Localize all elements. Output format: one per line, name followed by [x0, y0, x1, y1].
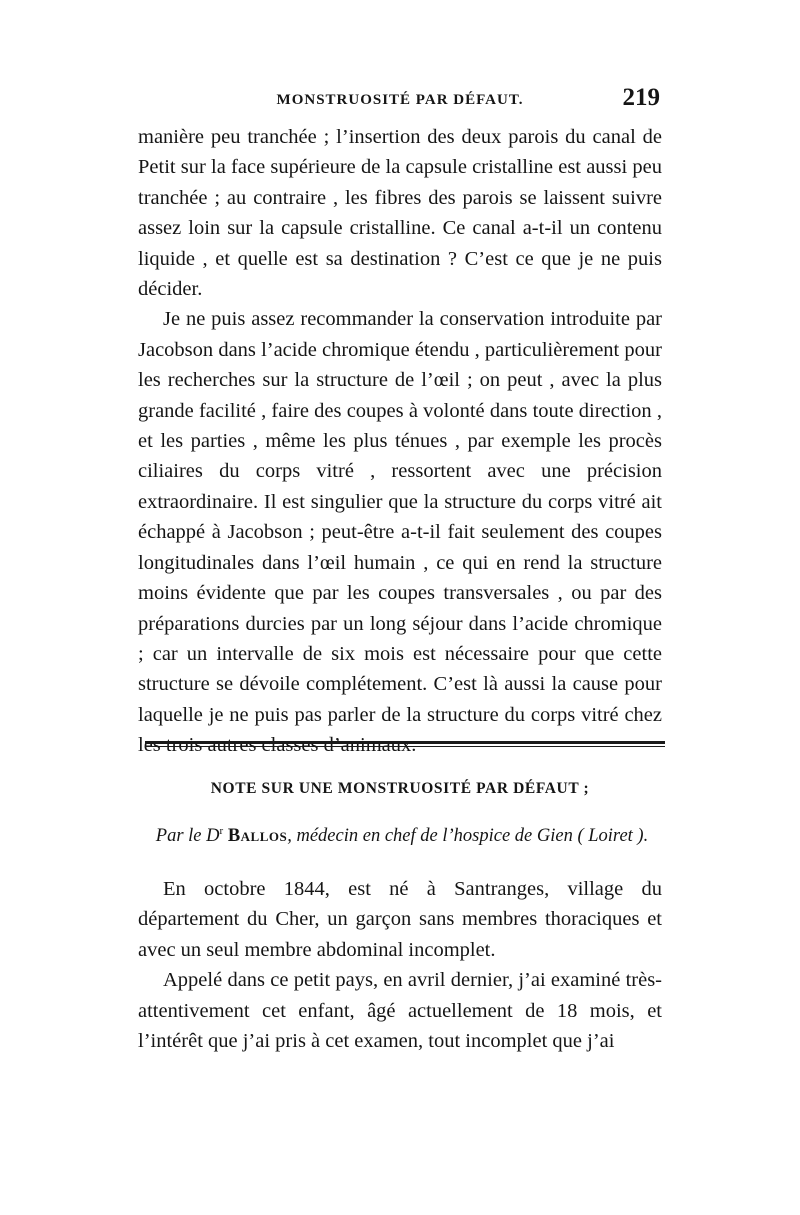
section-divider-thick: [145, 741, 665, 744]
note-title: NOTE SUR UNE MONSTRUOSITÉ PAR DÉFAUT ;: [210, 780, 590, 797]
byline-prefix: Par le D: [155, 826, 220, 847]
page-number: 219: [622, 84, 660, 111]
paragraph: Je ne puis assez recommander la conservation introduite par Jacobson dans l’acide chromique étendu , particulièrement pour les recherches sur la structure de l’œil ; on peut , avec la plus grande facilité , faire des coupes à volonté dans toute direction , et les parties , même les plus ténues , par exemple les procès ciliaires du corps vitré , ressortent avec une précision extraordinaire. Il est singulier que la structure du corps vitré ait échappé à Jacobson ; peut-être a-t-il fait seulement des coupes longitudinales dans l’œil humain , ce qui en rend la structure moins évidente que par les coupes transversales , ou par des préparations durcies par un long séjour dans l’acide chromique ; car un intervalle de six mois est nécessaire pour que cette structure se dévoile complétement. C’est là aussi la cause pour laquelle je ne puis pas parler de la structure du corps vitré chez les trois autres classes d’animaux.: [138, 308, 662, 757]
running-title: MONSTRUOSITÉ PAR DÉFAUT.: [276, 92, 524, 108]
paragraph: En octobre 1844, est né à Santranges, village du département du Cher, un garçon sans membres thoraciques et avec un seul membre abdominal incomplet.: [138, 878, 662, 961]
section-two-text: [138, 874, 662, 1056]
running-header: [140, 84, 660, 118]
byline-superscript: r: [219, 825, 224, 837]
byline-suffix: , médecin en chef de l’hospice de Gien ( Loiret ).: [287, 826, 649, 847]
paragraph: Appelé dans ce petit pays, en avril dernier, j’ai examiné très-attentivement cet enfant, âgé actuellement de 18 mois, et l’intérêt que j’ai pris à cet examen, tout incomplet que j’ai: [138, 969, 662, 1053]
section-divider-thin: [145, 746, 665, 747]
byline: [140, 825, 664, 847]
section-one-text: [138, 122, 662, 761]
paragraph: manière peu tranchée ; l’insertion des deux parois du canal de Petit sur la face supérieure de la capsule cristalline est aussi peu tranchée ; au contraire , les fibres des parois se laissent suivre assez loin sur la capsule cristalline. Ce canal a-t-il un contenu liquide , et quelle est sa destination ? C’est ce que je ne puis décider.: [138, 126, 662, 301]
author-name: Ballos: [227, 826, 288, 847]
